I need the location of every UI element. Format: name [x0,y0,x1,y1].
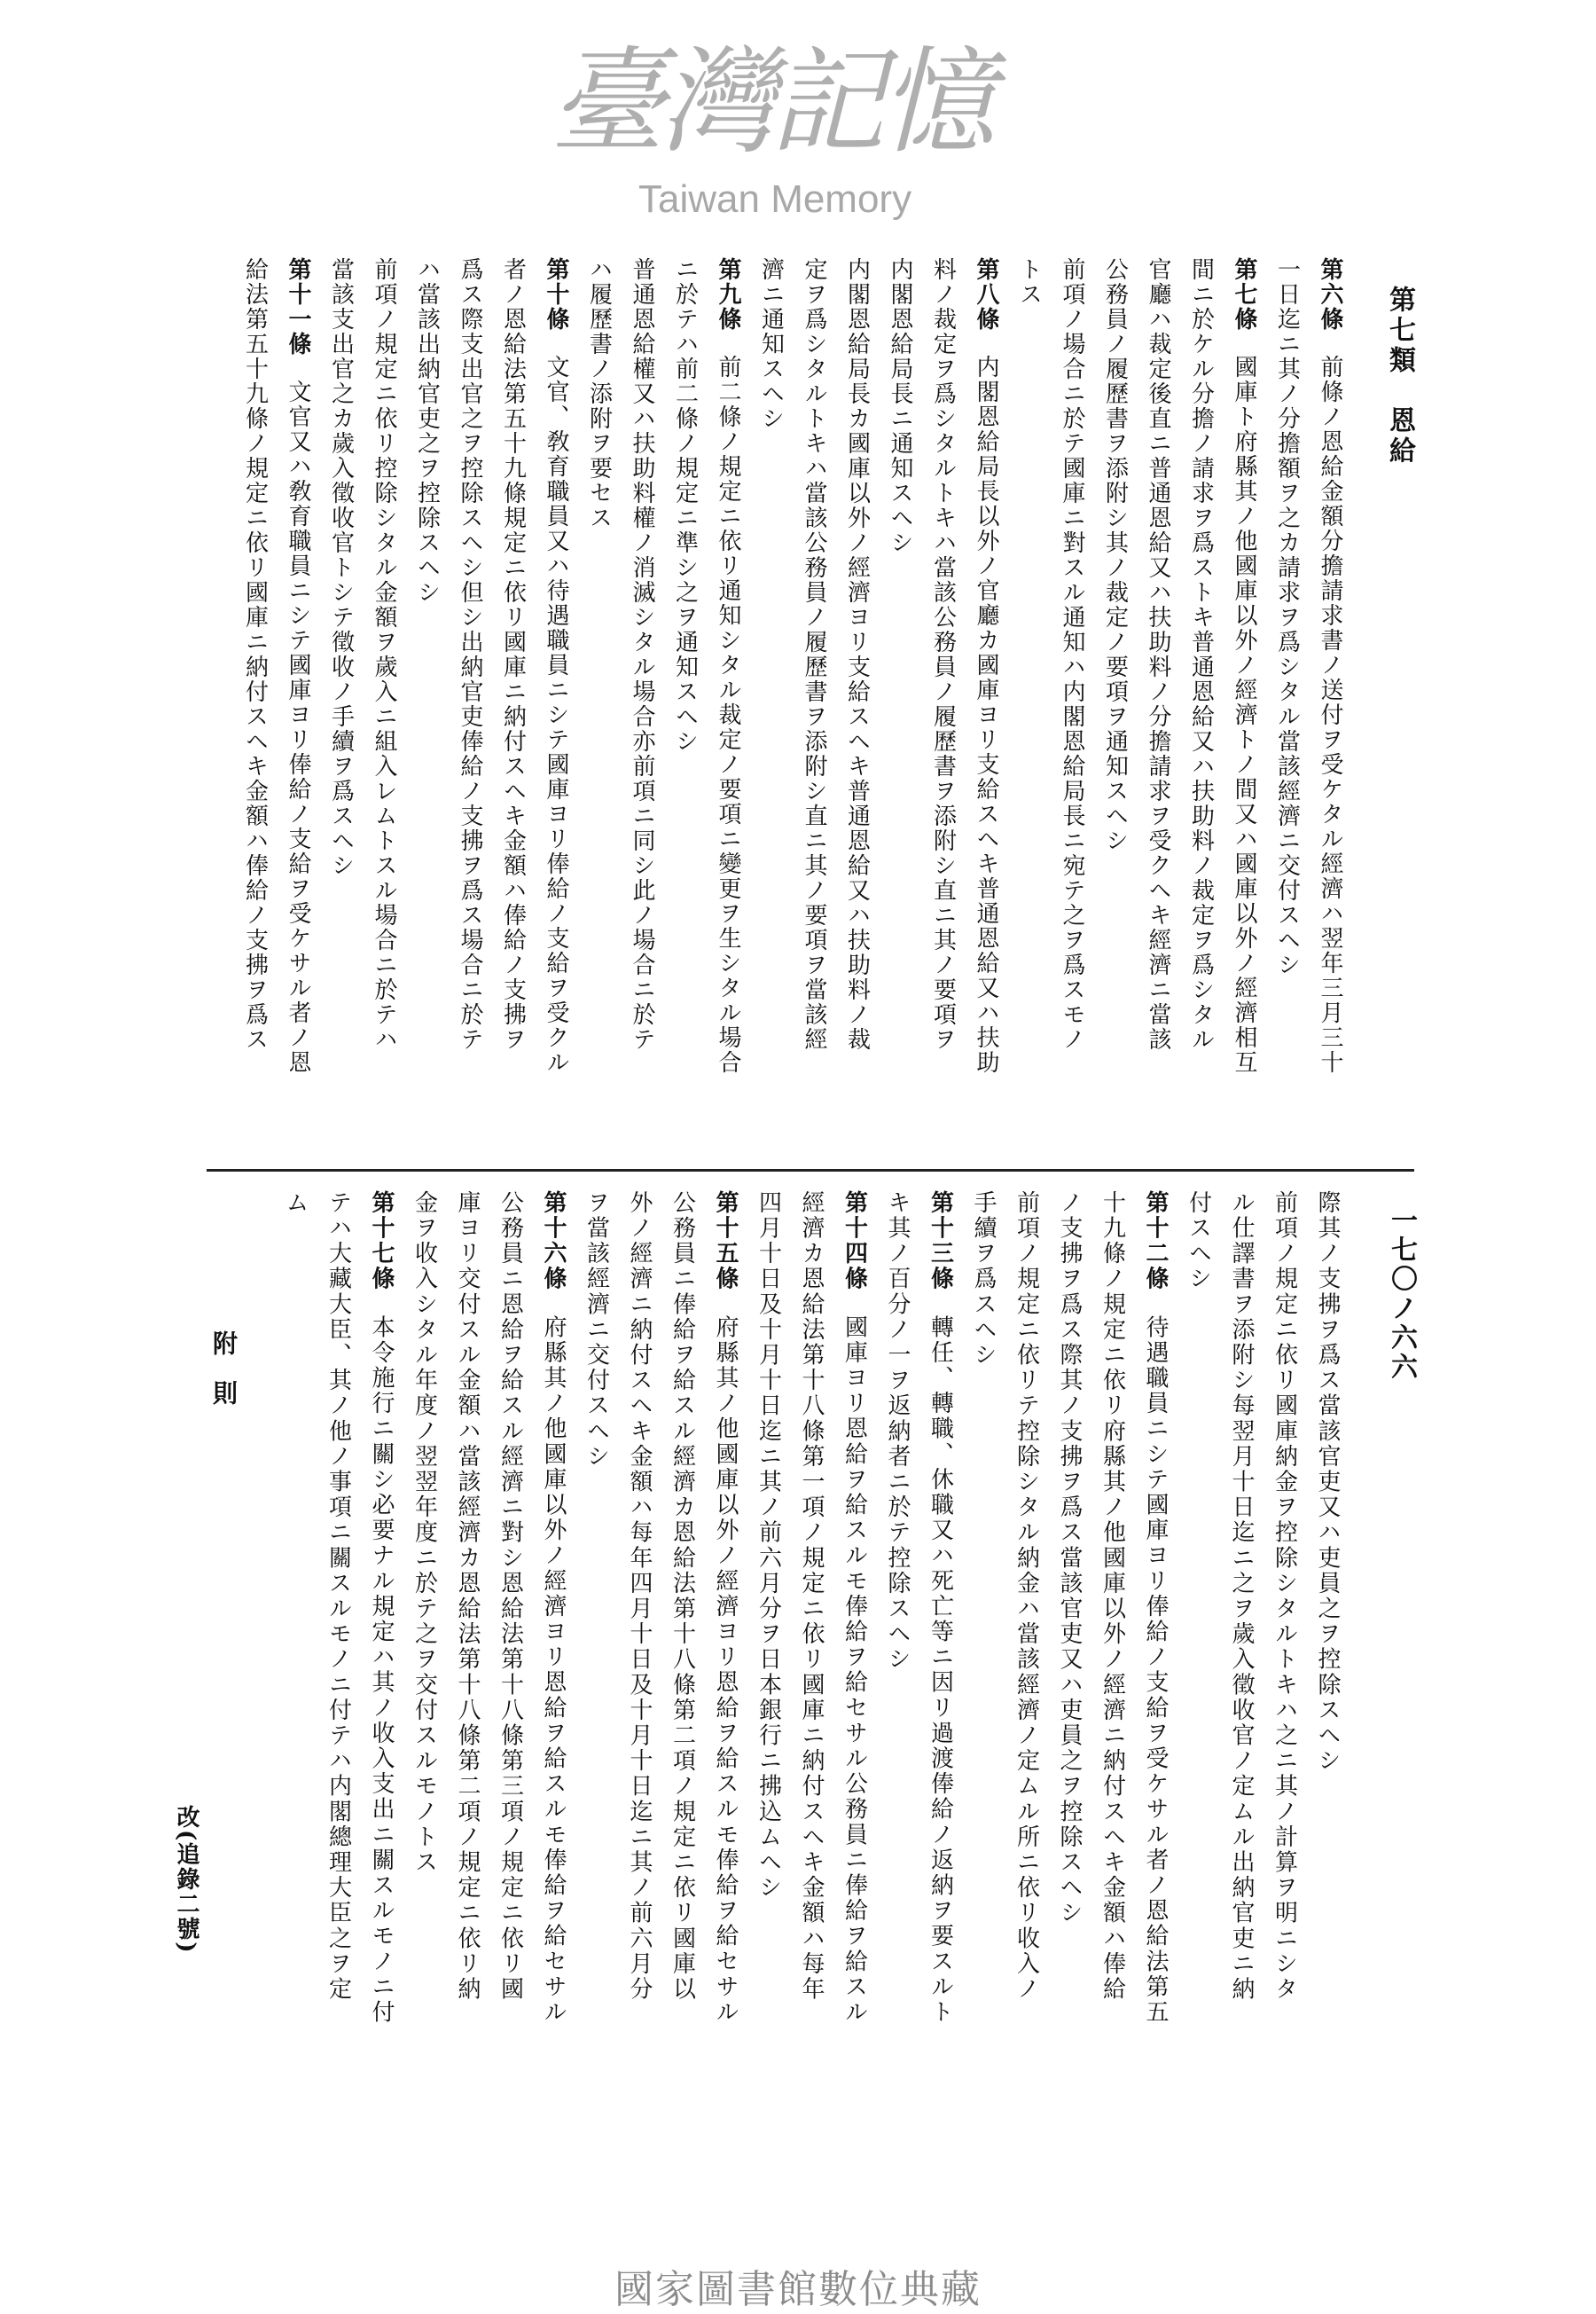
article-text: 前項ノ規定ニ依リテ控除シタル納金ハ當該經濟ノ定ムル所ニ依リ收入ノ [1013,1190,1040,2003]
text-column [449,257,492,1153]
article-text: 濟ニ通知スヘシ [757,257,785,431]
article-number: 第十五條 [712,1190,739,1292]
article-text: 爲ス際支出官之ヲ控除スヘシ但シ出納官吏俸給ノ支拂ヲ爲ス場合ニ於テ [457,257,483,1052]
text-column [317,1190,360,2184]
text-column [1265,257,1309,1153]
article-text: 官廳ハ裁定後直ニ普通恩給又ハ扶助料ノ分擔請求ヲ受クヘキ經濟ニ當該 [1145,257,1171,1052]
article-text: 金ヲ收入シタル年度ノ翌翌年度ニ於テ之ヲ交付スルモノトス [411,1190,438,1876]
article-text: ヲ當該經濟ニ交付スヘシ [583,1190,610,1470]
article-column [535,257,578,1153]
article-text: 前項ノ場合ニ於テ國庫ニ對スル通知ハ内閣恩給局長ニ宛テ之ヲ爲スモノ [1059,257,1085,1052]
watermark-subtitle: Taiwan Memory [638,177,912,221]
text-column [319,257,363,1153]
article-number: 第十一條 [285,257,311,357]
text-column [1091,1190,1134,2184]
text-column [1007,257,1051,1153]
text-column [876,1190,919,2184]
text-column [1263,1190,1306,2184]
text-column [491,257,535,1153]
section-divider [207,1169,1414,1172]
article-text: 庫ヨリ交付スル金額ハ當該經濟カ恩給法第十八條第二項ノ規定ニ依リ納 [454,1190,481,2003]
article-number: 第六條 [1317,257,1343,332]
text-column [233,257,277,1153]
article-text: 料ノ裁定ヲ爲シタルトキハ當該公務員ノ履歷書ヲ添附シ直ニ其ノ要項ヲ [929,257,957,1052]
article-text: 付スヘシ [1185,1190,1212,1292]
article-text: ノ支拂ヲ爲ス際其ノ支拂ヲ爲ス當該官吏又ハ吏員之ヲ控除スヘシ [1056,1190,1083,1926]
article-text: 前項ノ規定ニ依リ國庫納金ヲ控除シタルトキハ之ニ其ノ計算ヲ明ニシタ [1271,1190,1298,2003]
text-column [1179,257,1223,1153]
article-number: 第七條 [1231,257,1257,332]
text-column [835,257,879,1153]
article-number: 第十四條 [841,1190,868,1292]
text-column [790,1190,833,2184]
page-number: 一七〇ノ六六 [1386,1206,1417,1382]
article-column [1134,1190,1177,2184]
text-column [879,257,922,1153]
article-text: 前項ノ規定ニ依リ控除シタル金額ヲ歲入ニ組入レムトスル場合ニ於テハ [371,257,397,1052]
text-column [489,1190,532,2184]
article-column [833,1190,876,2184]
article-text: 間ニ於ケル分擔ノ請求ヲ爲ストキ普通恩給又ハ扶助料ノ裁定ヲ爲シタル [1187,257,1215,1052]
text-column [793,257,836,1153]
article-number: 第十七條 [368,1190,395,1292]
article-text: 内閣恩給局長ニ通知スヘシ [887,257,913,555]
article-text: 文官、敎育職員又ハ待遇職員ニシテ國庫ヨリ俸給ノ支給ヲ受クル [543,355,569,1075]
article-number: 第九條 [715,257,741,332]
text-column [921,257,965,1153]
article-column [277,257,320,1153]
text-column [446,1190,489,2184]
text-column [1093,257,1137,1153]
article-text: 待遇職員ニシテ國庫ヨリ俸給ノ支給ヲ受ケサル者ノ恩給法第五 [1142,1314,1169,2026]
text-column [1051,257,1094,1153]
article-text: 經濟カ恩給法第十八條第一項ノ規定ニ依リ國庫ニ納付スヘキ金額ハ每年 [798,1190,825,2003]
article-text: トス [1015,257,1043,307]
article-text: 前條ノ恩給金額分擔請求書ノ送付ヲ受ケタル經濟ハ翌年三月三十 [1317,355,1343,1075]
article-text: 公務員ノ履歷書ヲ添附シ其ノ裁定ノ要項ヲ通知スヘシ [1101,257,1129,853]
text-column [1005,1190,1048,2184]
article-text: 内閣恩給局長カ國庫以外ノ經濟ヨリ支給スヘキ普通恩給又ハ扶助料ノ裁 [843,257,871,1052]
text-column [405,257,449,1153]
lower-text-block [274,1190,1350,2184]
article-text: 定ヲ爲シタルトキハ當該公務員ノ履歷書ヲ添附シ直ニ其ノ要項ヲ當該經 [801,257,827,1052]
text-column [663,257,707,1153]
article-text: ハ當該出納官吏之ヲ控除スヘシ [413,257,441,605]
article-text: ハ履歷書ノ添附ヲ要セス [585,257,613,530]
article-column [965,257,1008,1153]
article-number: 第十條 [543,257,569,332]
article-text: ニ於テハ前二條ノ規定ニ準シ之ヲ通知スヘシ [671,257,699,754]
article-text: 手續ヲ爲スヘシ [970,1190,997,1369]
article-number: 第八條 [973,257,999,332]
text-column [621,257,664,1153]
article-text: 國庫ト府縣其ノ他國庫以外ノ經濟トノ間又ハ國庫以外ノ經濟相互 [1231,355,1257,1075]
article-text: 四月十日及十月十日迄ニ其ノ前六月分ヲ日本銀行ニ拂込ムヘシ [755,1190,782,1901]
article-number: 第十六條 [540,1190,567,1292]
article-text: 公務員ニ恩給ヲ給スル經濟ニ對シ恩給法第十八條第三項ノ規定ニ依リ國 [497,1190,524,2003]
running-head: 第七類 恩給 [1384,286,1415,467]
watermark-logo: 臺灣記憶 [550,35,990,169]
article-text: テハ大藏大臣、其ノ他ノ事項ニ關スルモノニ付テハ内閣總理大臣之ヲ定 [325,1190,352,2003]
text-column [1306,1190,1350,2184]
text-column [403,1190,446,2184]
text-column [577,257,621,1153]
article-text: 十九條ノ規定ニ依リ府縣其ノ他國庫以外ノ經濟ニ納付スヘキ金額ハ俸給 [1099,1190,1126,2003]
supplementary-provisions-heading: 附則 [209,1330,239,1430]
archive-footer: 國家圖書館數位典藏 [614,2267,982,2312]
article-text: 前二條ノ規定ニ依リ通知シタル裁定ノ要項ニ變更ヲ生シタル場合 [715,355,741,1075]
text-column [749,257,793,1153]
article-column [532,1190,575,2184]
article-text: キ其ノ百分ノ一ヲ返納者ニ於テ控除スヘシ [884,1190,911,1673]
text-column [747,1190,790,2184]
text-column [962,1190,1005,2184]
article-text: 當該支出官之カ歲入徵收官トシテ徵收ノ手續ヲ爲スヘシ [327,257,355,878]
article-text: 際其ノ支拂ヲ爲ス當該官吏又ハ吏員之ヲ控除スヘシ [1314,1190,1341,1774]
article-column [1223,257,1266,1153]
article-text: 者ノ恩給法第五十九條規定ニ依リ國庫ニ納付スヘキ金額ハ俸給ノ支拂ヲ [499,257,527,1052]
text-column [575,1190,618,2184]
text-column [1048,1190,1091,2184]
text-column [274,1190,317,2184]
article-text: 府縣其ノ他國庫以外ノ經濟ヨリ恩給ヲ給スルモ俸給ヲ給セサル [712,1314,739,2026]
article-number: 第十二條 [1142,1190,1169,1292]
article-text: 給法第五十九條ノ規定ニ依リ國庫ニ納付スヘキ金額ハ俸給ノ支拂ヲ爲ス [241,257,269,1052]
article-text: ル仕譯書ヲ添附シ每翌月十日迄ニ之ヲ歲入徵收官ノ定ムル出納官吏ニ納 [1228,1190,1255,2003]
article-column [919,1190,962,2184]
article-column [360,1190,403,2184]
article-text: 本令施行ニ關シ必要ナル規定ハ其ノ收入支出ニ關スルモノニ付 [368,1314,395,2026]
article-text: 文官又ハ敎育職員ニシテ國庫ヨリ俸給ノ支給ヲ受ケサル者ノ恩 [285,380,311,1075]
article-text: 内閣恩給局長以外ノ官廳カ國庫ヨリ支給スヘキ普通恩給又ハ扶助 [973,355,999,1075]
article-text: 公務員ニ俸給ヲ給スル經濟カ恩給法第十八條第二項ノ規定ニ依リ國庫以 [669,1190,696,2003]
text-column [1177,1190,1220,2184]
article-text: ム [282,1190,309,1216]
text-column [363,257,406,1153]
text-column [1137,257,1180,1153]
article-text: 一日迄ニ其ノ分擔額ヲ之カ請求ヲ爲シタル當該經濟ニ交付スヘシ [1273,257,1301,977]
text-column [618,1190,661,2184]
article-text: 國庫ヨリ恩給ヲ給スルモ俸給ヲ給セサル公務員ニ俸給ヲ給スル [841,1314,868,2026]
edition-mark: 改(追錄二號) [173,1805,200,1955]
article-column [1309,257,1352,1153]
article-number: 第十三條 [927,1190,954,1292]
article-text: 普通恩給權又ハ扶助料權ノ消滅シタル場合亦前項ニ同シ此ノ場合ニ於テ [629,257,655,1052]
article-text: 府縣其ノ他國庫以外ノ經濟ヨリ恩給ヲ給スルモ俸給ヲ給セサル [540,1314,567,2026]
upper-text-block [233,257,1351,1153]
text-column [1220,1190,1264,2184]
article-text: 外ノ經濟ニ納付スヘキ金額ハ每年四月十日及十月十日迄ニ其ノ前六月分 [626,1190,653,2003]
article-column [707,257,750,1153]
article-column [704,1190,747,2184]
article-text: 轉任、轉職、休職又ハ死亡等ニ因リ過渡俸給ノ返納ヲ要スルト [927,1314,954,2026]
text-column [661,1190,704,2184]
